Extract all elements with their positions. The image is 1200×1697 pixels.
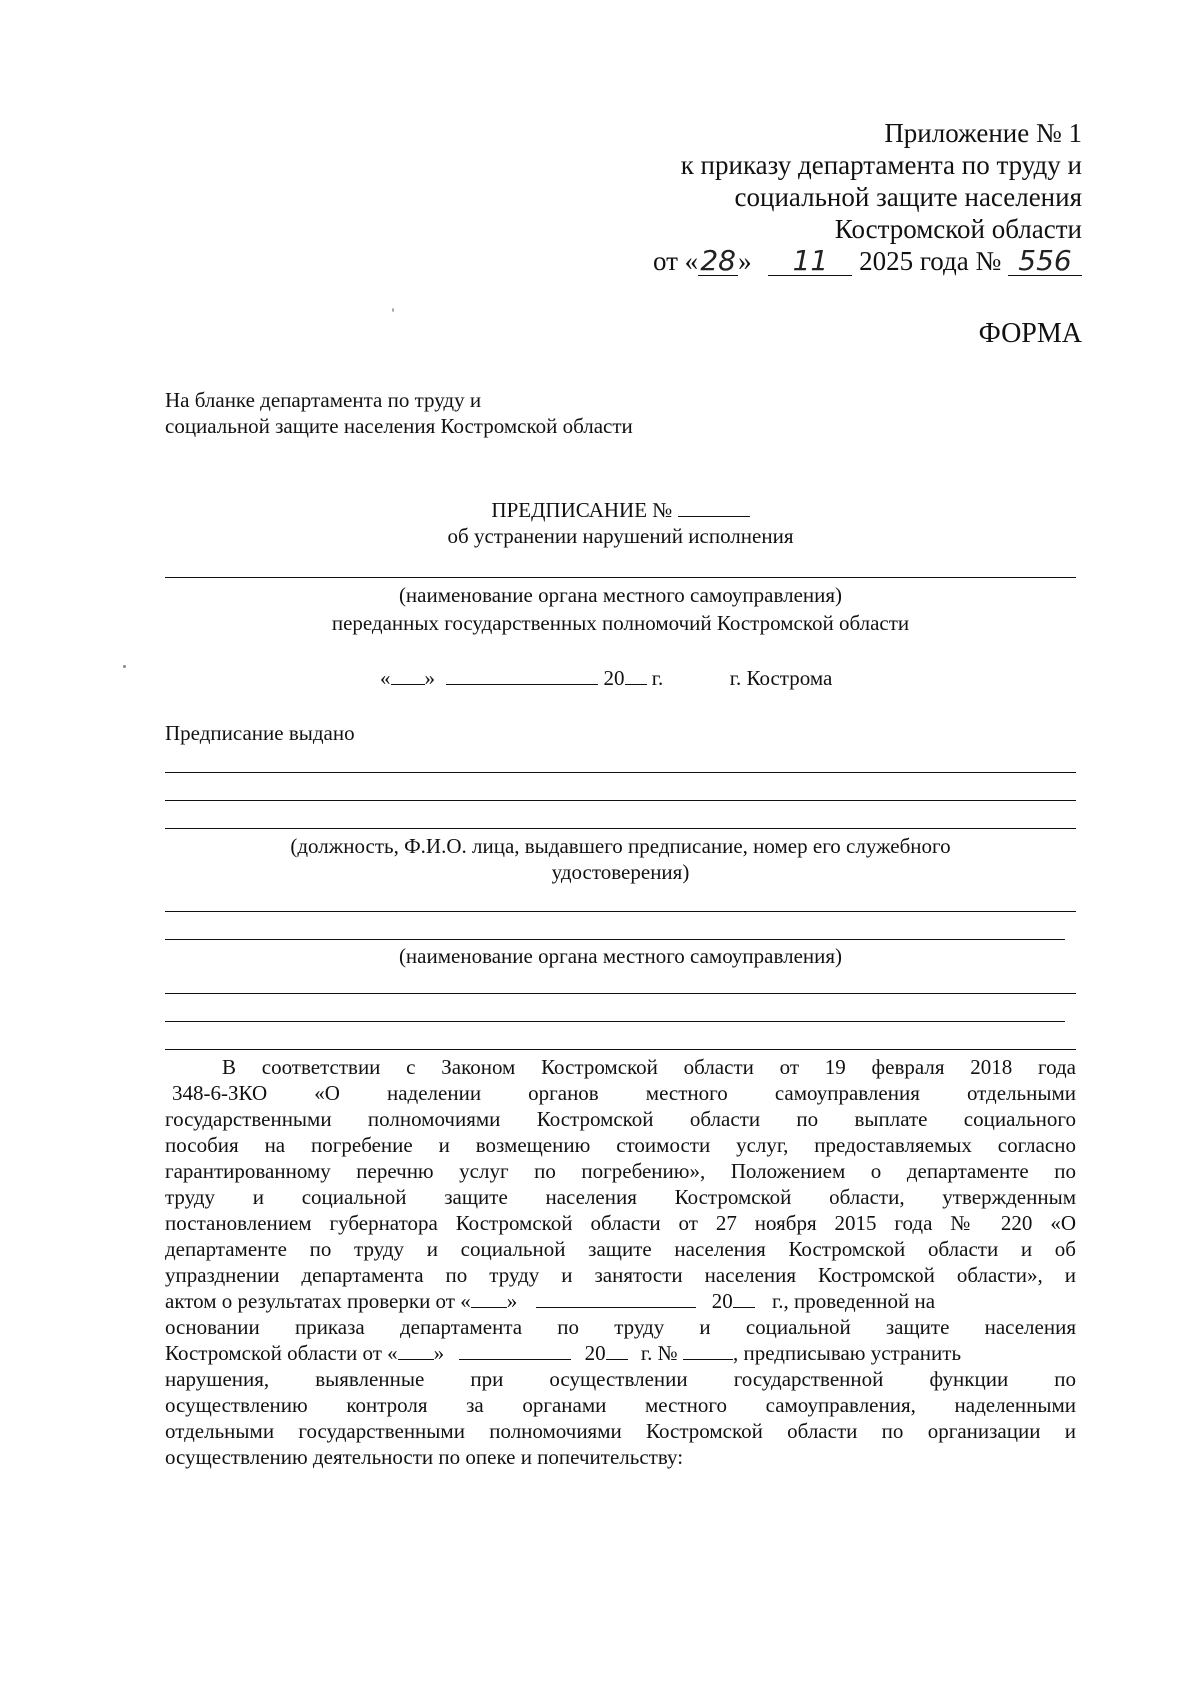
issued-line-3 — [165, 828, 1076, 829]
date-month-blank — [446, 666, 598, 685]
prescription-title-line — [165, 497, 1076, 523]
prescription-subtitle: об устранении нарушений исполнения — [447, 524, 794, 548]
blank-line-3 — [165, 1049, 1076, 1050]
act-month-blank — [536, 1289, 696, 1308]
handwritten-number: 556 — [1008, 247, 1082, 276]
appendix-order-line: к приказу департамента по труду и — [680, 150, 1082, 180]
body-line-10-c: 20 — [711, 1289, 733, 1313]
body-line-5: гарантированному перечню услуг по погребению», Положением о департаменте по — [165, 1159, 1076, 1183]
organ-line-2 — [165, 939, 1065, 940]
issued-line-1 — [165, 772, 1076, 773]
city: г. Кострома — [729, 666, 833, 690]
body-line-12-b: » — [433, 1341, 445, 1365]
body-line-8: департаменте по труду и социальной защите населения Костромской области и об — [165, 1237, 1076, 1261]
organ-caption-2: (наименование органа местного самоуправления) — [398, 944, 843, 968]
body-line-6: труду и социальной защите населения Костромской области, утвержденным — [165, 1185, 1076, 1209]
date-close-quote: » — [424, 666, 435, 690]
body-line-9: упразднении департамента по труду и занятости населения Костромской области», и — [165, 1263, 1076, 1287]
appendix-date-line — [653, 245, 1082, 277]
form-label: ФОРМА — [978, 318, 1082, 349]
date-prefix: от « — [652, 246, 699, 276]
body-line-12-a: Костромской области от « — [165, 1341, 398, 1365]
blank-line-2 — [165, 1021, 1065, 1022]
blank-line-1 — [165, 993, 1076, 994]
handwritten-day: 28 — [698, 247, 738, 276]
organ-caption-1: (наименование органа местного самоуправления) — [398, 583, 843, 607]
body-line-10 — [165, 1288, 1076, 1314]
official-caption-line1: (должность, Ф.И.О. лица, выдавшего предписание, номер его служебного — [290, 834, 951, 858]
date-mid: » — [738, 246, 752, 276]
date-year-text: 2025 года № — [859, 246, 1002, 276]
date-place-line — [380, 665, 832, 691]
appendix-region-line: Костромской области — [834, 214, 1082, 244]
body-line-14: осуществлению контроля за органами местного самоуправления, наделенными — [165, 1393, 1076, 1417]
body-line-10-d: г., проведенной на — [771, 1289, 936, 1313]
body-line-7: постановлением губернатора Костромской области от 27 ноября 2015 года № 220 «О — [165, 1211, 1076, 1235]
official-caption — [165, 833, 1076, 885]
issued-line-2 — [165, 800, 1076, 801]
date-year-blank — [625, 666, 647, 685]
appendix-number: Приложение № 1 — [884, 118, 1082, 148]
act-year-blank — [733, 1289, 755, 1308]
body-line-12-e: , предписываю устранить — [732, 1341, 962, 1365]
powers-line: переданных государственных полномочий Костромской области — [331, 611, 910, 635]
organ-line-1 — [165, 911, 1076, 912]
scan-speck — [123, 665, 126, 668]
body-line-12 — [165, 1340, 1076, 1366]
date-open-quote: « — [380, 666, 391, 690]
body-line-2: 348-6-ЗКО «О наделении органов местного самоуправления отдельными — [172, 1081, 1076, 1105]
date-day-blank — [391, 666, 425, 685]
prescription-title-text: ПРЕДПИСАНИЕ № — [491, 498, 673, 522]
prescription-number-blank — [678, 498, 750, 517]
body-line-15: отдельными государственными полномочиями Костромской области по организации и — [165, 1419, 1076, 1443]
organ-name-line — [165, 577, 1076, 578]
date-year-prefix: 20 — [603, 666, 625, 690]
body-line-10-b: » — [506, 1289, 518, 1313]
appendix-header — [653, 117, 1082, 277]
body-line-12-c: 20 — [584, 1341, 606, 1365]
act-day-blank — [471, 1289, 507, 1308]
order-day-blank — [398, 1341, 434, 1360]
body-line-12-d: г. № — [640, 1341, 678, 1365]
body-line-11: основании приказа департамента по труду и социальной защите населения — [165, 1315, 1076, 1339]
date-g: г. — [651, 666, 664, 690]
order-year-blank — [606, 1341, 628, 1360]
appendix-dept-line: социальной защите населения — [734, 182, 1082, 212]
blank-note-line2: социальной защите населения Костромской области — [165, 414, 633, 438]
scan-speck — [392, 308, 394, 312]
blank-note — [165, 387, 633, 439]
order-number-blank — [683, 1341, 733, 1360]
body-line-4: пособия на погребение и возмещению стоимости услуг, предоставляемых согласно — [165, 1133, 1076, 1157]
body-line-3: государственными полномочиями Костромской области по выплате социального — [165, 1107, 1076, 1131]
handwritten-month: 11 — [768, 247, 852, 276]
prescription-title — [165, 497, 1076, 549]
body-line-1: В соответствии с Законом Костромской области от 19 февраля 2018 года — [222, 1055, 1076, 1079]
body-line-10-a: актом о результатах проверки от « — [165, 1289, 471, 1313]
body-line-16: осуществлению деятельности по опеке и попечительству: — [165, 1445, 684, 1469]
body-line-13: нарушения, выявленные при осуществлении государственной функции по — [165, 1367, 1076, 1391]
order-month-blank — [459, 1341, 571, 1360]
blank-note-line1: На бланке департамента по труду и — [165, 388, 482, 412]
issued-label: Предписание выдано — [165, 721, 355, 745]
official-caption-line2: удостоверения) — [551, 860, 690, 884]
